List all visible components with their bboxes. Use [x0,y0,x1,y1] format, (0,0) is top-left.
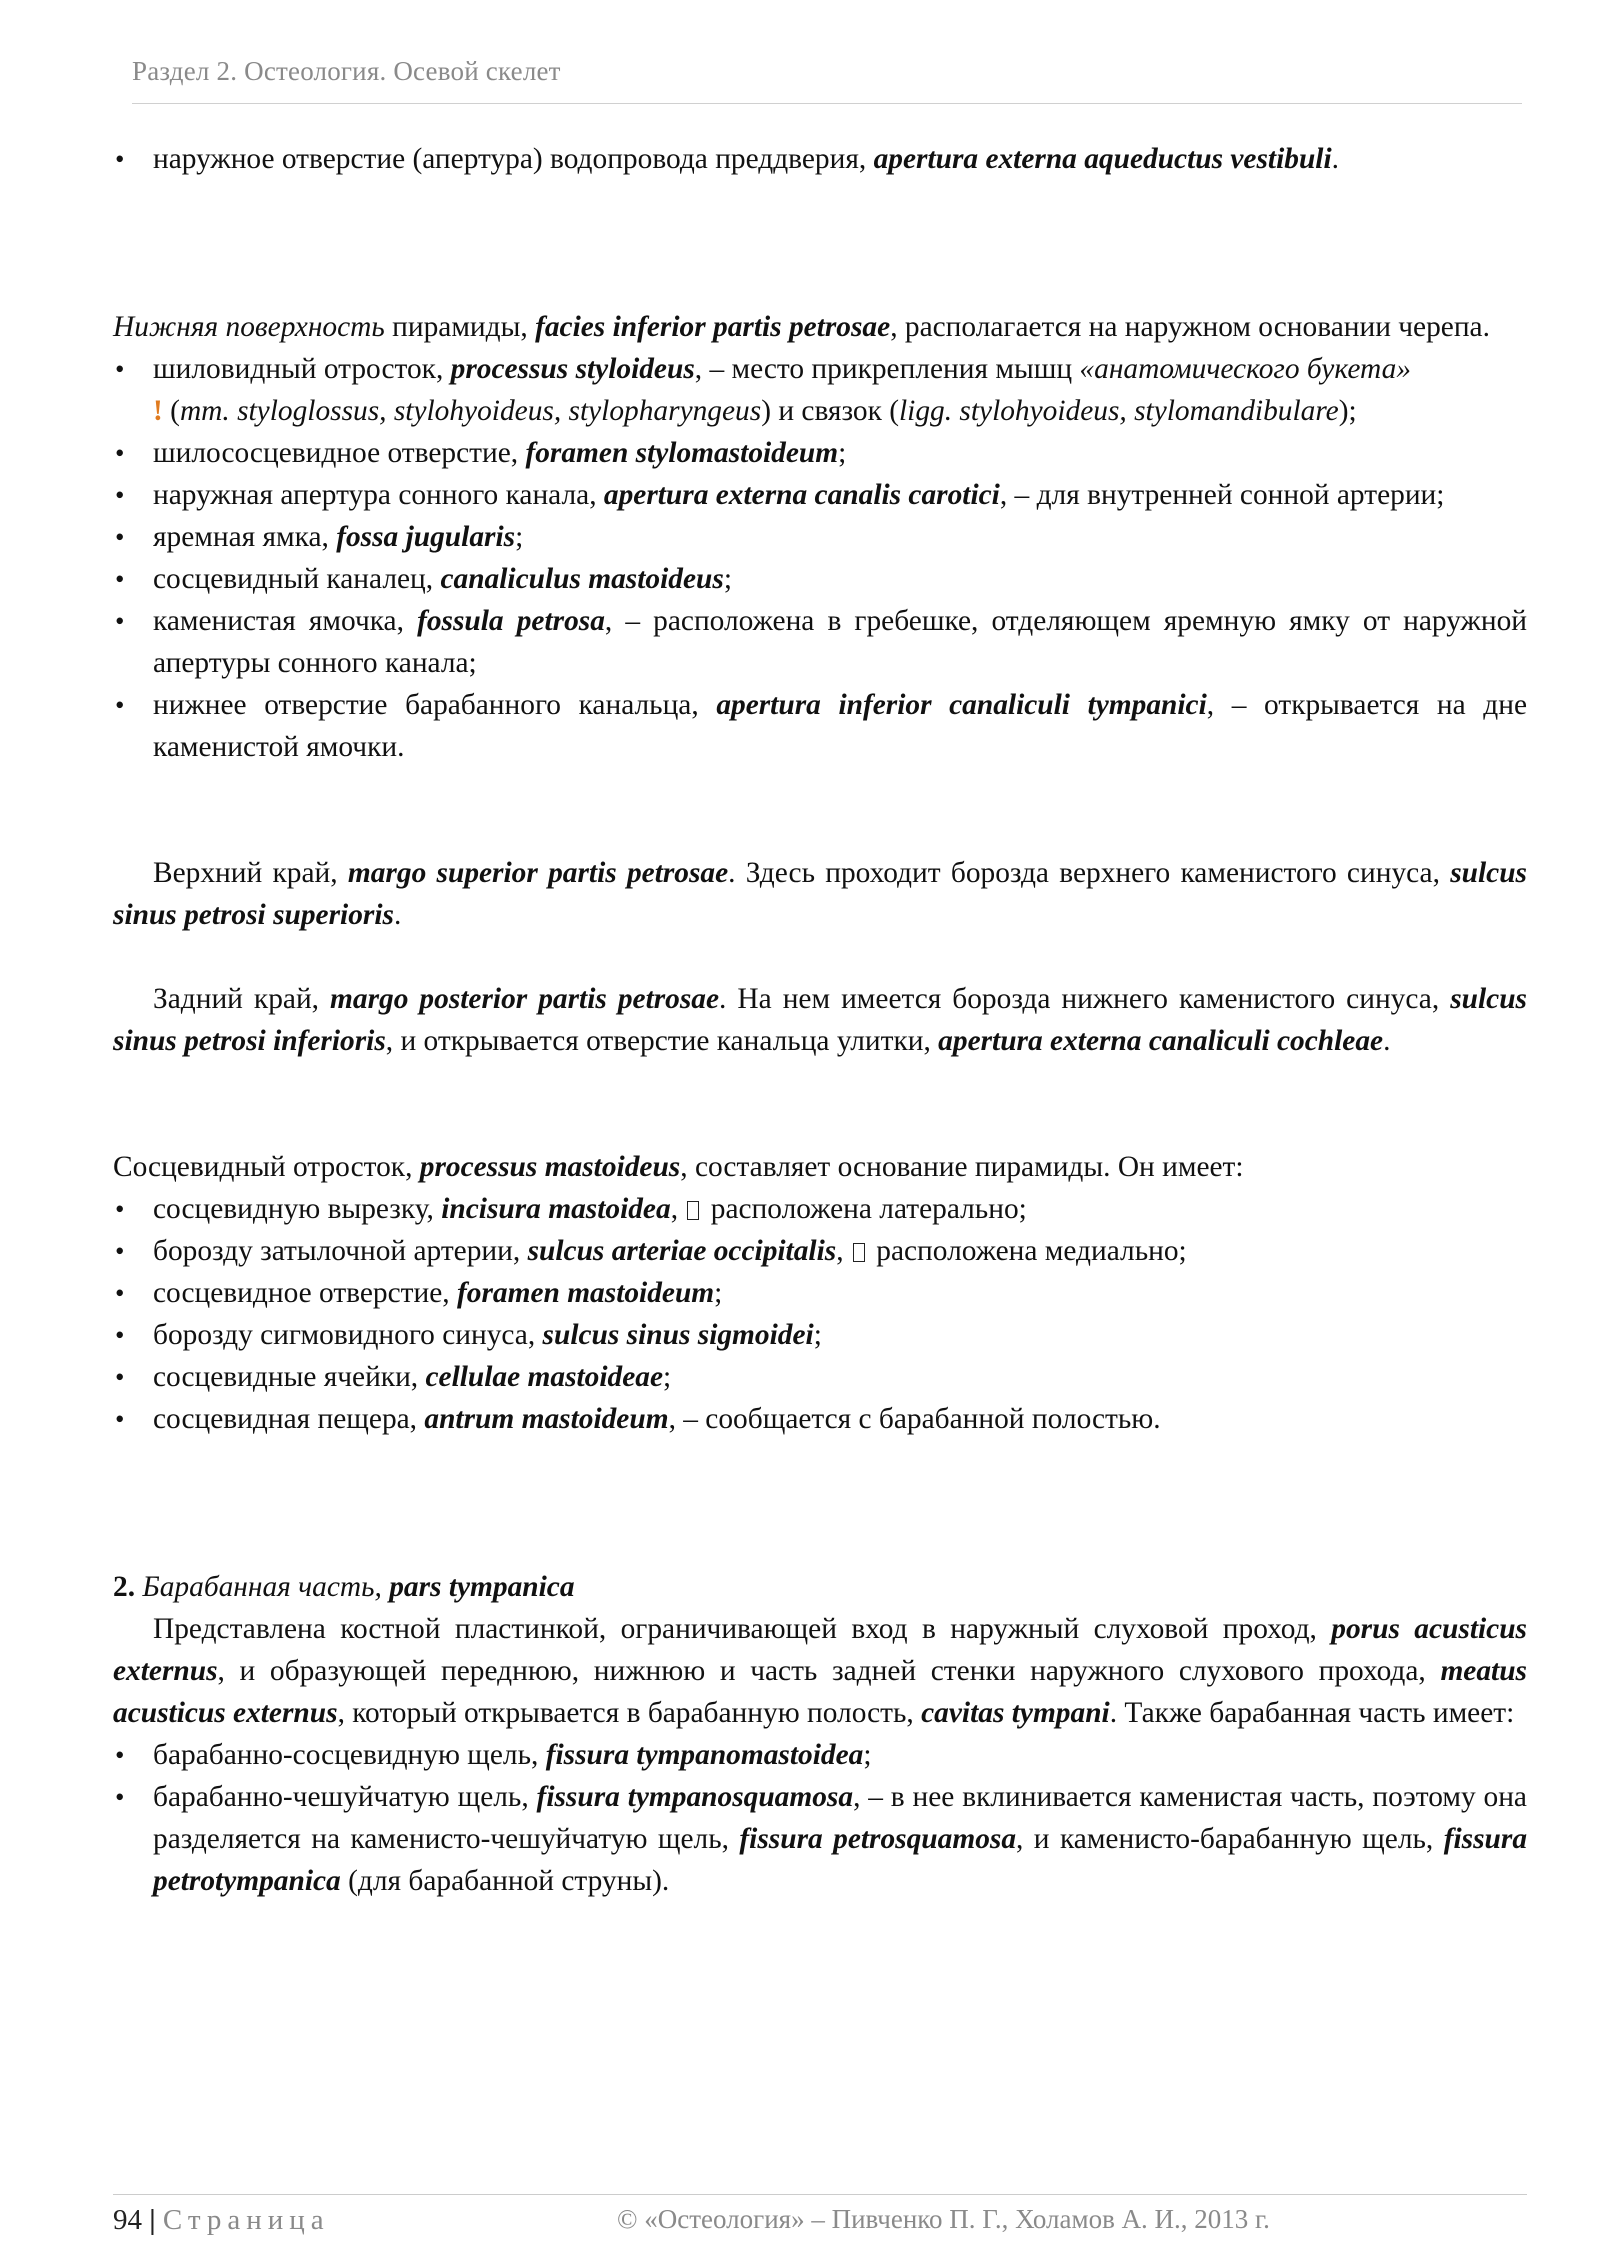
paragraph-text: Задний край, [153,983,331,1015]
latin-term: pars tympanica [389,1571,575,1603]
item-text: сосцевидная пещера, [153,1403,425,1435]
item-text: сосцевидный каналец, [153,563,441,595]
latin-term: sulcus sinus petrosi inferioris [113,983,1527,1057]
item-text: борозду сигмовидного синуса, [153,1319,543,1351]
paragraph-inferior-surface [113,306,1527,348]
paragraph-text: Представлена костной пластинкой, ограничивающей вход в наружный слуховой проход, [153,1613,1332,1645]
latin-term: apertura externa aqueductus vestibuli [873,143,1332,175]
paragraph-text: пирамиды, [384,311,536,343]
page-label: Страница [162,2204,330,2236]
copyright-notice: © «Остеология» – Пивченко П. Г., Холамов А. И., 2013 г. [617,2204,1270,2234]
item-text: ( [162,395,180,427]
item-text: ; [813,1319,822,1351]
item-text: . [1331,143,1339,175]
list-item [113,432,1527,474]
latin-term: fossula petrosa [417,605,605,637]
item-text: каменистая ямочка, [153,605,418,637]
paragraph-text: . Здесь проходит борозда верхнего каменистого синуса, [728,857,1451,889]
bullet-list-vestibule [113,138,1527,180]
missing-glyph-icon [687,1201,699,1220]
item-text: ) и связок ( [761,395,899,427]
section-heading-tympanic-part [113,1566,1527,1608]
item-text: борозду затылочной артерии, [153,1235,528,1267]
latin-term: porus acusticus externus [113,1613,1527,1687]
latin-term: facies inferior partis petrosae [535,311,891,343]
list-item [113,348,1527,432]
italic-term: ligg. stylohyoideus, stylomandibulare [899,395,1339,427]
latin-term: incisura mastoidea [441,1193,671,1225]
latin-term: sulcus arteriae occipitalis [527,1235,837,1267]
item-text: , – открывается на дне каменистой ямочки. [153,689,1527,763]
page-footer-number [113,2204,330,2237]
section-number: 2. [113,1571,136,1603]
item-text: сосцевидное отверстие, [153,1277,457,1309]
list-item [113,1272,1527,1314]
latin-term: apertura externa canalis carotici [603,479,1000,511]
latin-term: fissura tympanomastoidea [545,1739,864,1771]
list-item [113,474,1527,516]
italic-term: mm. styloglossus, stylohyoideus, stylopharyngeus [179,395,762,427]
latin-term: margo superior partis petrosae [347,857,729,889]
missing-glyph-icon [853,1243,865,1262]
footer-divider [113,2194,1527,2195]
italic-term: «анатомического букета» [1079,353,1411,385]
bullet-list-mastoid [113,1188,1527,1440]
item-text: , – в нее вклинивается каменистая часть, поэтому она разделяется на каменисто-чешуйчатую щель, [153,1781,1527,1855]
latin-term: meatus acusticus externus [113,1655,1527,1729]
item-text: яремная ямка, [153,521,337,553]
latin-term: fissura petrosquamosa [739,1823,1017,1855]
latin-term: processus styloideus [450,353,695,385]
list-item [113,684,1527,768]
paragraph-text: . На нем имеется борозда нижнего каменистого синуса, [719,983,1451,1015]
paragraph-tympanic-part [113,1608,1527,1734]
item-text: наружная апертура сонного канала, [153,479,604,511]
item-text: ; [714,1277,723,1309]
latin-term: cavitas tympani [921,1697,1110,1729]
latin-term: canaliculus mastoideus [440,563,724,595]
latin-term: foramen mastoideum [456,1277,715,1309]
item-text: (для барабанной струны). [340,1865,670,1897]
item-text: шилососцевидное отверстие, [153,437,526,469]
latin-term: sulcus sinus petrosi superioris [113,857,1527,931]
latin-term: antrum mastoideum [424,1403,669,1435]
item-text: , [670,1193,679,1225]
item-text: сосцевидную вырезку, [153,1193,442,1225]
footer-separator: | [149,2204,156,2236]
list-item [113,1314,1527,1356]
list-item [113,1188,1527,1230]
item-text: ; [515,521,524,553]
list-item [113,1398,1527,1440]
list-item [113,558,1527,600]
running-header: Раздел 2. Остеология. Осевой скелет [132,56,1522,104]
item-text: сосцевидные ячейки, [153,1361,426,1393]
latin-term: foramen stylomastoideum [525,437,839,469]
latin-term: sulcus sinus sigmoidei [542,1319,814,1351]
latin-term: fissura petrotympanica [153,1823,1528,1897]
list-item [113,1776,1527,1902]
list-item [113,138,1527,180]
latin-term: fissura tympanosquamosa [536,1781,854,1813]
latin-term: apertura externa canaliculi cochleae [938,1025,1384,1057]
item-text: ); [1338,395,1357,427]
paragraph-text: , который открывается в барабанную полость, [337,1697,922,1729]
list-item [113,600,1527,684]
paragraph-text: , и открывается отверстие канальца улитки, [385,1025,939,1057]
attention-mark: ! [153,395,163,427]
item-text: ; [838,437,847,469]
paragraph-text: Сосцевидный отросток, [113,1151,420,1183]
list-item [113,1734,1527,1776]
item-text: ; [863,1739,872,1771]
paragraph-text: , и образующей переднюю, нижнюю и часть задней стенки наружного слухового прохода, [217,1655,1441,1687]
latin-term: apertura inferior canaliculi tympanici [716,689,1207,721]
list-item [113,1230,1527,1272]
latin-term: processus mastoideus [419,1151,681,1183]
item-text: , – сообщается с барабанной полостью. [668,1403,1161,1435]
italic-term: Барабанная часть, [135,1571,390,1603]
item-text: ; [663,1361,672,1393]
item-text: , и каменисто-барабанную щель, [1016,1823,1444,1855]
item-text: барабанно-чешуйчатую щель, [153,1781,537,1813]
item-text: расположена медиально; [876,1235,1187,1267]
paragraph-text: , составляет основание пирамиды. Он имеет: [680,1151,1244,1183]
paragraph-text: . [393,899,402,931]
paragraph-mastoid-process [113,1146,1527,1188]
paragraph-text: . [1383,1025,1391,1057]
item-text: расположена латерально; [710,1193,1027,1225]
bullet-list-tympanic [113,1734,1527,1902]
item-text: ; [723,563,732,595]
italic-term: Нижняя поверхность [113,311,385,343]
item-text: нижнее отверстие барабанного канальца, [153,689,717,721]
bullet-list-inferior-surface [113,348,1527,768]
paragraph-text: . Также барабанная часть имеет: [1109,1697,1515,1729]
paragraph-text: Верхний край, [153,857,348,889]
item-text: барабанно-сосцевидную щель, [153,1739,546,1771]
item-text: , – расположена в гребешке, отделяющем яремную ямку от наружной апертуры сонного канала; [153,605,1527,679]
list-item [113,516,1527,558]
item-text: , – место прикрепления мышц [694,353,1080,385]
paragraph-text: , располагается на наружном основании черепа. [890,311,1490,343]
latin-term: margo posterior partis petrosae [330,983,720,1015]
list-item [113,1356,1527,1398]
latin-term: cellulae mastoideae [425,1361,664,1393]
page-number: 94 [113,2204,142,2236]
page-content [113,138,1527,1902]
paragraph-superior-margin [113,852,1527,936]
item-text: , – для внутренней сонной артерии; [999,479,1445,511]
item-text: наружное отверстие (апертура) водопровода преддверия, [153,143,874,175]
item-text: , [836,1235,844,1267]
item-text: шиловидный отросток, [153,353,451,385]
paragraph-posterior-margin [113,978,1527,1062]
latin-term: fossa jugularis [336,521,516,553]
